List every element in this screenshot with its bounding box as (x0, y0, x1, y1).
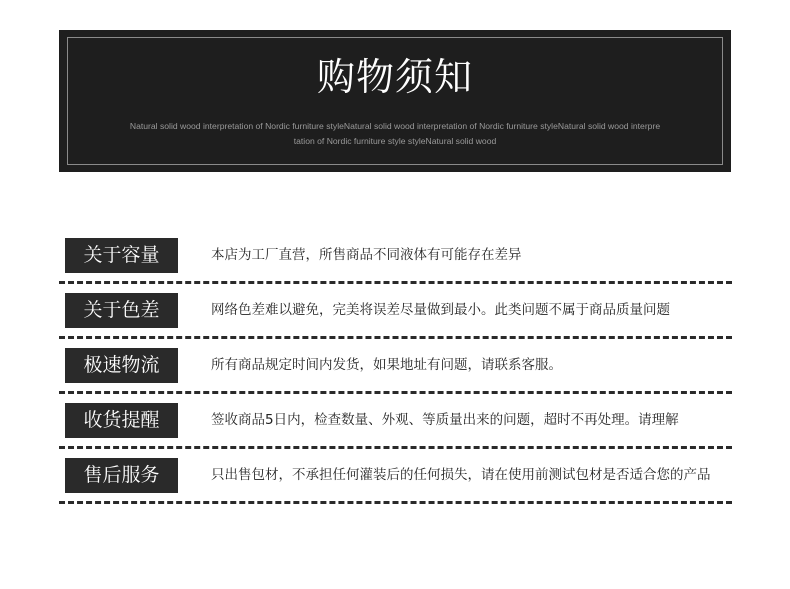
banner-subtitle: Natural solid wood interpretation of Nordic furniture styleNatural solid wood interpretation of Nordic furniture styleNatural solid wood interpretation of Nordic furniture style styleNatural solid wood (129, 121, 661, 146)
notice-label: 极速物流 (65, 348, 178, 383)
notice-text: 只出售包材，不承担任何灌装后的任何损失，请在使用前测试包材是否适合您的产品 (211, 467, 711, 483)
notice-row-color (59, 284, 732, 339)
notice-text: 本店为工厂直营，所售商品不同液体有可能存在差异 (211, 247, 522, 263)
page-title: 购物须知 (316, 55, 473, 99)
notice-text: 网络色差难以避免，完美将误差尽量做到最小。此类问题不属于商品质量问题 (211, 302, 670, 318)
notice-list (59, 229, 732, 504)
notice-label: 关于色差 (65, 293, 178, 328)
notice-label: 收货提醒 (65, 403, 178, 438)
notice-text: 所有商品规定时间内发货，如果地址有问题，请联系客服。 (211, 357, 562, 373)
header-banner (59, 30, 731, 172)
notice-label: 关于容量 (65, 238, 178, 273)
notice-row-aftersale (59, 449, 732, 504)
notice-label: 售后服务 (65, 458, 178, 493)
notice-row-receipt (59, 394, 732, 449)
notice-row-shipping (59, 339, 732, 394)
notice-text: 签收商品5日内，检查数量、外观、等质量出来的问题，超时不再处理。请理解 (211, 412, 679, 428)
notice-row-capacity (59, 229, 732, 284)
dashed-divider (59, 501, 732, 504)
